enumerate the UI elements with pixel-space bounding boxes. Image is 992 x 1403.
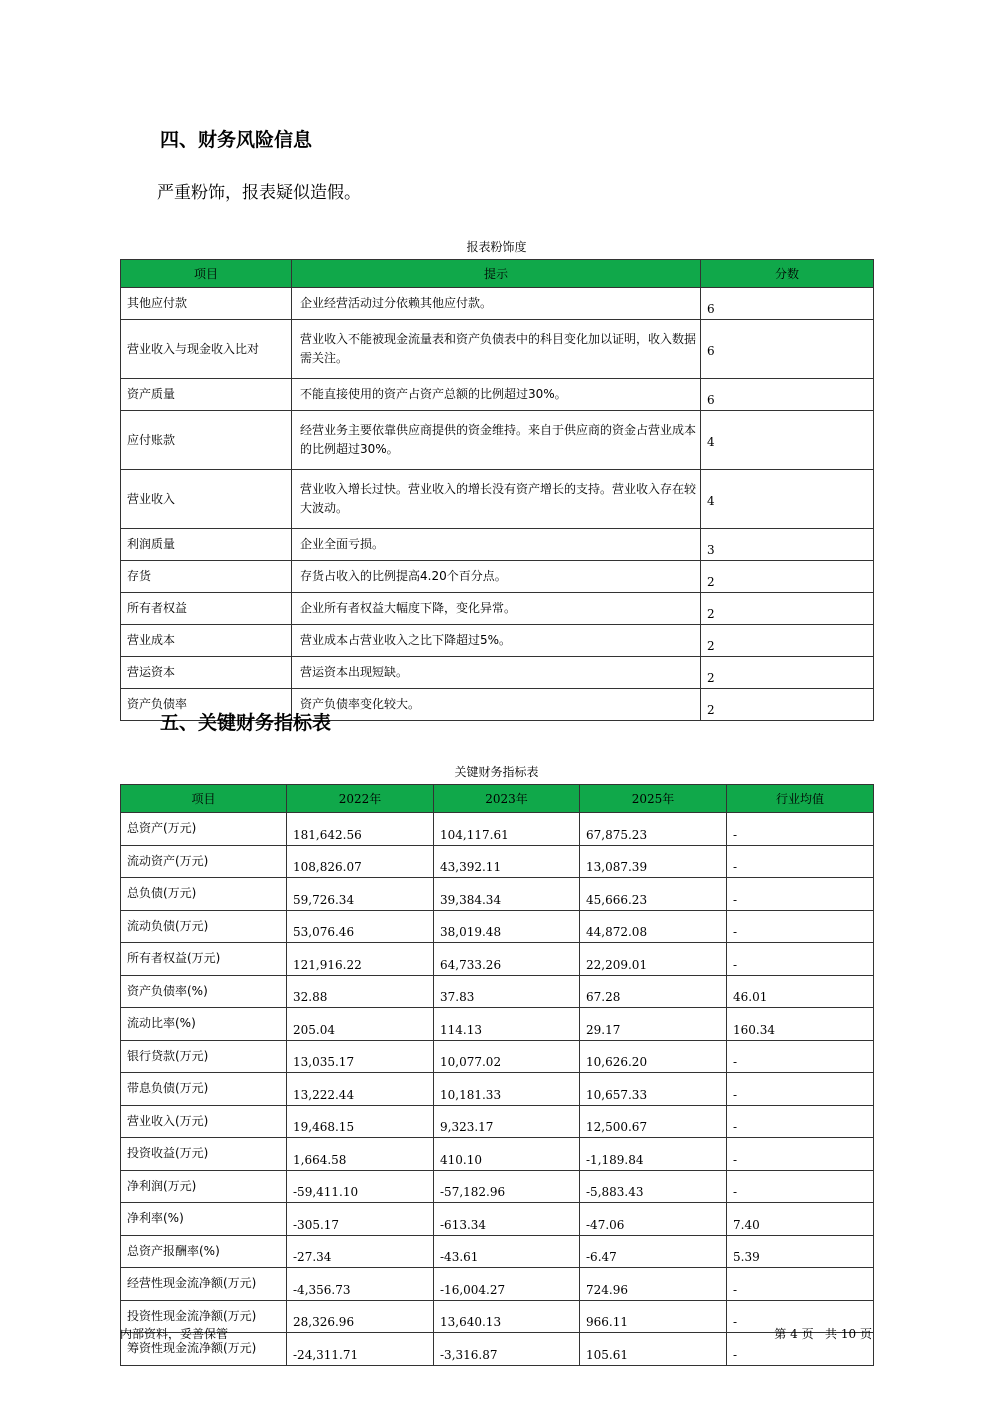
value-2023: 410.10	[434, 1138, 580, 1171]
metrics-table	[120, 784, 874, 1366]
risk-tip: 营业成本占营业收入之比下降超过5%。	[292, 625, 701, 657]
header-2022: 2022年	[287, 785, 434, 813]
value-2022: 59,726.34	[287, 878, 434, 911]
value-2025: 67.28	[580, 975, 727, 1008]
value-2022: 181,642.56	[287, 813, 434, 846]
risk-item: 存货	[121, 561, 292, 593]
value-2023: -57,182.96	[434, 1170, 580, 1203]
table-row	[121, 625, 874, 657]
risk-score: 6	[701, 288, 874, 320]
value-industry-avg: -	[727, 1105, 874, 1138]
value-industry-avg: -	[727, 1333, 874, 1366]
risk-score: 6	[701, 379, 874, 411]
value-2025: 10,657.33	[580, 1073, 727, 1106]
value-2023: 9,323.17	[434, 1105, 580, 1138]
metric-item: 总资产(万元)	[121, 813, 287, 846]
risk-tip: 资产负债率变化较大。	[292, 689, 701, 721]
risk-item: 资产负债率	[121, 689, 292, 721]
value-2023: 38,019.48	[434, 910, 580, 943]
value-industry-avg: -	[727, 1300, 874, 1333]
metrics-table-header	[121, 785, 874, 813]
risk-table-caption: 报表粉饰度	[466, 240, 527, 254]
risk-tip: 营运资本出现短缺。	[292, 657, 701, 689]
risk-score: 2	[701, 625, 874, 657]
value-2023: 10,181.33	[434, 1073, 580, 1106]
value-2022: -4,356.73	[287, 1268, 434, 1301]
value-2022: 13,035.17	[287, 1040, 434, 1073]
risk-item: 其他应付款	[121, 288, 292, 320]
value-industry-avg: 7.40	[727, 1203, 874, 1236]
risk-tip: 企业所有者权益大幅度下降，变化异常。	[292, 593, 701, 625]
value-industry-avg: -	[727, 910, 874, 943]
table-row	[121, 1105, 874, 1138]
table-row	[121, 593, 874, 625]
table-row	[121, 943, 874, 976]
value-2025: 67,875.23	[580, 813, 727, 846]
value-2025: 44,872.08	[580, 910, 727, 943]
value-2023: -43.61	[434, 1235, 580, 1268]
value-2025: -5,883.43	[580, 1170, 727, 1203]
value-2023: -3,316.87	[434, 1333, 580, 1366]
value-2023: 64,733.26	[434, 943, 580, 976]
value-industry-avg: -	[727, 813, 874, 846]
risk-score: 4	[701, 470, 874, 529]
table-row	[121, 470, 874, 529]
table-row	[121, 1300, 874, 1333]
value-2023: 37.83	[434, 975, 580, 1008]
value-2023: 13,640.13	[434, 1300, 580, 1333]
value-2025: -1,189.84	[580, 1138, 727, 1171]
table-row	[121, 1203, 874, 1236]
value-2025: 22,209.01	[580, 943, 727, 976]
risk-item: 资产质量	[121, 379, 292, 411]
table-row	[121, 1073, 874, 1106]
risk-tip: 不能直接使用的资产占资产总额的比例超过30%。	[292, 379, 701, 411]
table-row	[121, 379, 874, 411]
header-score: 分数	[701, 260, 874, 288]
risk-table	[120, 259, 874, 721]
value-2023: 104,117.61	[434, 813, 580, 846]
value-2022: -27.34	[287, 1235, 434, 1268]
value-2022: 1,664.58	[287, 1138, 434, 1171]
table-row	[121, 529, 874, 561]
risk-tip: 营业收入增长过快。营业收入的增长没有资产增长的支持。营业收入存在较大波动。	[292, 470, 701, 529]
header-tip: 提示	[292, 260, 701, 288]
page-unit: 页	[801, 1327, 814, 1341]
value-2022: -24,311.71	[287, 1333, 434, 1366]
risk-conclusion: 严重粉饰，报表疑似造假。	[157, 183, 361, 203]
value-industry-avg: 46.01	[727, 975, 874, 1008]
footer-confidential: 内部资料，妥善保管	[120, 1327, 229, 1341]
value-industry-avg: 160.34	[727, 1008, 874, 1041]
metric-item: 流动资产(万元)	[121, 845, 287, 878]
metric-item: 流动比率(%)	[121, 1008, 287, 1041]
value-2022: 28,326.96	[287, 1300, 434, 1333]
table-row	[121, 975, 874, 1008]
total-prefix: 共	[825, 1327, 838, 1341]
header-industry-avg: 行业均值	[727, 785, 874, 813]
risk-item: 营运资本	[121, 657, 292, 689]
header-item: 项目	[121, 260, 292, 288]
risk-item: 所有者权益	[121, 593, 292, 625]
value-industry-avg: -	[727, 1040, 874, 1073]
value-2022: 121,916.22	[287, 943, 434, 976]
risk-table-header	[121, 260, 874, 288]
risk-score: 3	[701, 529, 874, 561]
metric-item: 带息负债(万元)	[121, 1073, 287, 1106]
value-2022: 19,468.15	[287, 1105, 434, 1138]
page-number	[774, 1325, 872, 1342]
table-row	[121, 561, 874, 593]
table-row	[121, 1268, 874, 1301]
total-unit: 页	[859, 1327, 872, 1341]
risk-score: 2	[701, 593, 874, 625]
metric-item: 资产负债率(%)	[121, 975, 287, 1008]
value-2022: -305.17	[287, 1203, 434, 1236]
value-industry-avg: -	[727, 943, 874, 976]
metric-item: 所有者权益(万元)	[121, 943, 287, 976]
metric-item: 筹资性现金流净额(万元)	[121, 1333, 287, 1366]
section5-heading: 五、关键财务指标表	[160, 712, 332, 734]
header-2025: 2025年	[580, 785, 727, 813]
value-industry-avg: -	[727, 1138, 874, 1171]
value-2025: -6.47	[580, 1235, 727, 1268]
value-industry-avg: -	[727, 1073, 874, 1106]
table-row	[121, 1333, 874, 1366]
table-row	[121, 813, 874, 846]
value-2022: 13,222.44	[287, 1073, 434, 1106]
risk-tip: 企业经营活动过分依赖其他应付款。	[292, 288, 701, 320]
value-2023: 39,384.34	[434, 878, 580, 911]
metric-item: 投资收益(万元)	[121, 1138, 287, 1171]
metric-item: 银行贷款(万元)	[121, 1040, 287, 1073]
risk-score: 2	[701, 689, 874, 721]
metric-item: 总负债(万元)	[121, 878, 287, 911]
metric-item: 净利润(万元)	[121, 1170, 287, 1203]
value-2023: -613.34	[434, 1203, 580, 1236]
table-row	[121, 845, 874, 878]
risk-item: 应付账款	[121, 411, 292, 470]
metric-item: 流动负债(万元)	[121, 910, 287, 943]
value-industry-avg: -	[727, 1268, 874, 1301]
page-total: 10	[840, 1327, 857, 1341]
risk-item: 营业成本	[121, 625, 292, 657]
risk-item: 利润质量	[121, 529, 292, 561]
header-2023: 2023年	[434, 785, 580, 813]
risk-score: 4	[701, 411, 874, 470]
value-2025: 724.96	[580, 1268, 727, 1301]
risk-score: 2	[701, 561, 874, 593]
metric-item: 投资性现金流净额(万元)	[121, 1300, 287, 1333]
value-2023: 114.13	[434, 1008, 580, 1041]
table-row	[121, 910, 874, 943]
table-row	[121, 1235, 874, 1268]
value-2025: 12,500.67	[580, 1105, 727, 1138]
risk-tip: 营业收入不能被现金流量表和资产负债表中的科目变化加以证明，收入数据需关注。	[292, 320, 701, 379]
value-2022: 53,076.46	[287, 910, 434, 943]
risk-score: 2	[701, 657, 874, 689]
value-2022: -59,411.10	[287, 1170, 434, 1203]
risk-tip: 存货占收入的比例提高4.20个百分点。	[292, 561, 701, 593]
metrics-table-caption: 关键财务指标表	[454, 765, 539, 779]
value-industry-avg: 5.39	[727, 1235, 874, 1268]
metric-item: 净利率(%)	[121, 1203, 287, 1236]
value-2025: 13,087.39	[580, 845, 727, 878]
value-2023: -16,004.27	[434, 1268, 580, 1301]
risk-item: 营业收入	[121, 470, 292, 529]
risk-tip: 经营业务主要依靠供应商提供的资金维持。来自于供应商的资金占营业成本的比例超过30%。	[292, 411, 701, 470]
table-row	[121, 320, 874, 379]
table-row	[121, 1008, 874, 1041]
risk-score: 6	[701, 320, 874, 379]
value-industry-avg: -	[727, 878, 874, 911]
value-2025: 29.17	[580, 1008, 727, 1041]
header-item: 项目	[121, 785, 287, 813]
table-row	[121, 1138, 874, 1171]
value-industry-avg: -	[727, 1170, 874, 1203]
value-industry-avg: -	[727, 845, 874, 878]
risk-item: 营业收入与现金收入比对	[121, 320, 292, 379]
value-2022: 108,826.07	[287, 845, 434, 878]
table-row	[121, 411, 874, 470]
value-2025: -47.06	[580, 1203, 727, 1236]
table-row	[121, 657, 874, 689]
section4-heading: 四、财务风险信息	[160, 129, 313, 151]
metric-item: 经营性现金流净额(万元)	[121, 1268, 287, 1301]
table-row	[121, 288, 874, 320]
risk-tip: 企业全面亏损。	[292, 529, 701, 561]
value-2022: 32.88	[287, 975, 434, 1008]
metric-item: 营业收入(万元)	[121, 1105, 287, 1138]
table-row	[121, 878, 874, 911]
value-2022: 205.04	[287, 1008, 434, 1041]
table-row	[121, 1040, 874, 1073]
page-current: 4	[790, 1327, 798, 1341]
value-2025: 105.61	[580, 1333, 727, 1366]
metric-item: 总资产报酬率(%)	[121, 1235, 287, 1268]
value-2023: 10,077.02	[434, 1040, 580, 1073]
value-2025: 10,626.20	[580, 1040, 727, 1073]
value-2025: 45,666.23	[580, 878, 727, 911]
page-prefix: 第	[774, 1327, 787, 1341]
table-row	[121, 1170, 874, 1203]
value-2023: 43,392.11	[434, 845, 580, 878]
value-2025: 966.11	[580, 1300, 727, 1333]
